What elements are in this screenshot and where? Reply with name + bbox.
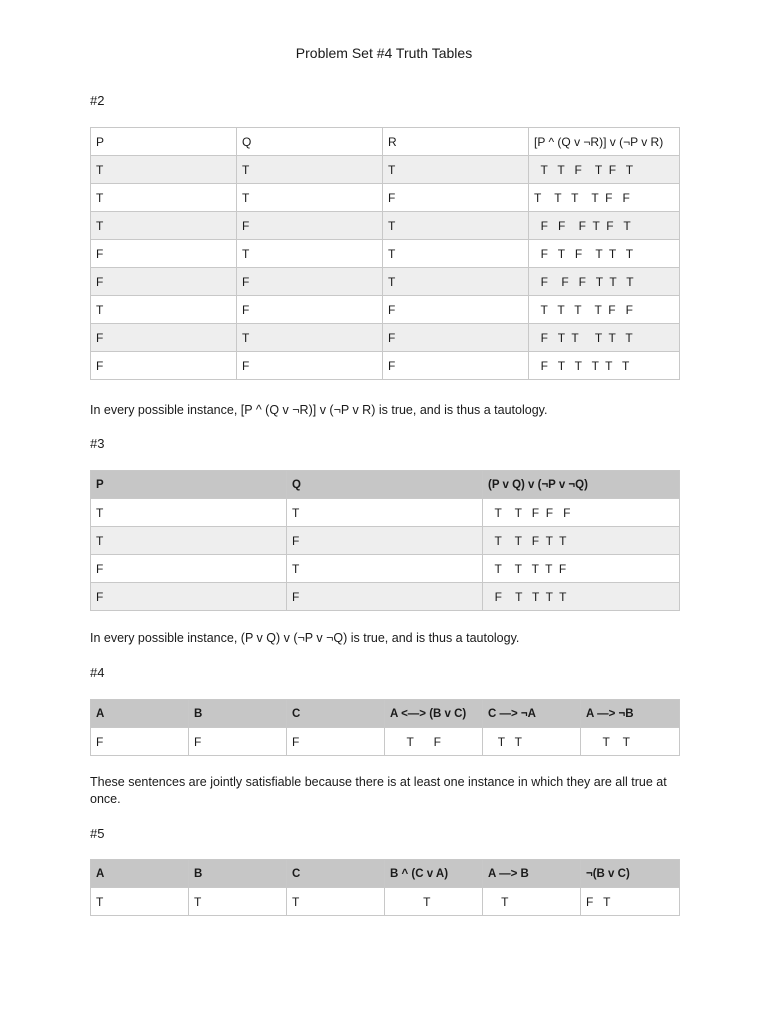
table-row bbox=[91, 324, 680, 352]
column-header: Q bbox=[237, 128, 383, 156]
truth-table-problem-5 bbox=[90, 859, 680, 916]
column-header: P bbox=[91, 471, 287, 499]
table-cell: T bbox=[287, 555, 483, 583]
column-header: C bbox=[287, 860, 385, 888]
table-cell: T bbox=[91, 184, 237, 212]
table-row bbox=[91, 268, 680, 296]
table-row bbox=[91, 499, 680, 527]
column-header: A bbox=[91, 700, 189, 728]
table-cell: T bbox=[237, 184, 383, 212]
column-header: A <—> (B v C) bbox=[385, 700, 483, 728]
table-header-row bbox=[91, 860, 680, 888]
table-row bbox=[91, 583, 680, 611]
table-cell: T bbox=[189, 888, 287, 916]
table-cell: F bbox=[383, 352, 529, 380]
table-cell: F bbox=[189, 728, 287, 756]
table-cell: F bbox=[91, 352, 237, 380]
column-header: A bbox=[91, 860, 189, 888]
table-cell: F T T T T T bbox=[529, 352, 680, 380]
table-row bbox=[91, 296, 680, 324]
table-cell: T bbox=[383, 212, 529, 240]
table-cell: T bbox=[383, 240, 529, 268]
table-cell: T T T T F F bbox=[529, 184, 680, 212]
table-cell: F bbox=[287, 583, 483, 611]
table-cell: T bbox=[91, 156, 237, 184]
table-cell: F bbox=[237, 296, 383, 324]
column-header: Q bbox=[287, 471, 483, 499]
table-row bbox=[91, 240, 680, 268]
table-cell: F T T T T T bbox=[529, 324, 680, 352]
table-cell: T T bbox=[483, 728, 581, 756]
table-cell: T T F T T bbox=[483, 527, 680, 555]
table-cell: F bbox=[237, 352, 383, 380]
column-header: P bbox=[91, 128, 237, 156]
column-header: R bbox=[383, 128, 529, 156]
table-cell: F T T T T bbox=[483, 583, 680, 611]
table-cell: F bbox=[91, 268, 237, 296]
table-cell: F bbox=[237, 212, 383, 240]
column-header: B ^ (C v A) bbox=[385, 860, 483, 888]
table-row bbox=[91, 352, 680, 380]
truth-table-problem-2 bbox=[90, 127, 680, 380]
heading-problem-3: #3 bbox=[90, 436, 105, 451]
table-cell: F F F T T T bbox=[529, 268, 680, 296]
heading-problem-2: #2 bbox=[90, 93, 105, 108]
table-cell: T bbox=[91, 888, 189, 916]
table-cell: T F bbox=[385, 728, 483, 756]
table-header-row bbox=[91, 471, 680, 499]
table-row bbox=[91, 212, 680, 240]
table-cell: T bbox=[91, 527, 287, 555]
heading-problem-4: #4 bbox=[90, 665, 105, 680]
table-cell: F bbox=[383, 324, 529, 352]
table-cell: T bbox=[91, 212, 237, 240]
table-cell: F T bbox=[581, 888, 680, 916]
table-cell: F bbox=[91, 324, 237, 352]
table-cell: T T F T F T bbox=[529, 156, 680, 184]
table-cell: F bbox=[287, 728, 385, 756]
table-header-row bbox=[91, 128, 680, 156]
table-cell: T T bbox=[581, 728, 680, 756]
column-header: ¬(B v C) bbox=[581, 860, 680, 888]
table-cell: F bbox=[383, 184, 529, 212]
table-cell: F bbox=[91, 555, 287, 583]
table-cell: T T F F F bbox=[483, 499, 680, 527]
table-cell: F bbox=[91, 728, 189, 756]
table-row bbox=[91, 728, 680, 756]
table-header-row bbox=[91, 700, 680, 728]
table-cell: T bbox=[383, 156, 529, 184]
table-cell: F F F T F T bbox=[529, 212, 680, 240]
truth-table-problem-3 bbox=[90, 470, 680, 611]
table-cell: T bbox=[385, 888, 483, 916]
table-row bbox=[91, 156, 680, 184]
table-cell: T T T T F F bbox=[529, 296, 680, 324]
truth-table-problem-4 bbox=[90, 699, 680, 756]
table-row bbox=[91, 888, 680, 916]
conclusion-problem-2: In every possible instance, [P ^ (Q v ¬R)] v (¬P v R) is true, and is thus a tautology. bbox=[90, 403, 548, 417]
column-header: A —> ¬B bbox=[581, 700, 680, 728]
table-row bbox=[91, 184, 680, 212]
column-header: B bbox=[189, 860, 287, 888]
column-header: C bbox=[287, 700, 385, 728]
column-header: C —> ¬A bbox=[483, 700, 581, 728]
table-cell: T bbox=[237, 156, 383, 184]
table-cell: F T F T T T bbox=[529, 240, 680, 268]
heading-problem-5: #5 bbox=[90, 826, 105, 841]
table-row bbox=[91, 555, 680, 583]
table-cell: F bbox=[91, 583, 287, 611]
column-header: (P v Q) v (¬P v ¬Q) bbox=[483, 471, 680, 499]
table-cell: T bbox=[287, 888, 385, 916]
table-cell: T bbox=[91, 296, 237, 324]
table-cell: T bbox=[237, 324, 383, 352]
column-header: A —> B bbox=[483, 860, 581, 888]
table-cell: T bbox=[91, 499, 287, 527]
table-cell: F bbox=[383, 296, 529, 324]
table-cell: T bbox=[287, 499, 483, 527]
column-header: B bbox=[189, 700, 287, 728]
table-cell: F bbox=[91, 240, 237, 268]
table-cell: T bbox=[483, 888, 581, 916]
table-row bbox=[91, 527, 680, 555]
table-cell: F bbox=[237, 268, 383, 296]
conclusion-problem-3: In every possible instance, (P v Q) v (¬P v ¬Q) is true, and is thus a tautology. bbox=[90, 631, 520, 645]
page-title: Problem Set #4 Truth Tables bbox=[295, 45, 473, 61]
conclusion-problem-4: These sentences are jointly satisfiable because there is at least one instance in which they are all true at once. bbox=[90, 775, 667, 806]
table-cell: T bbox=[383, 268, 529, 296]
column-header: [P ^ (Q v ¬R)] v (¬P v R) bbox=[529, 128, 680, 156]
table-cell: T T T T F bbox=[483, 555, 680, 583]
table-cell: T bbox=[237, 240, 383, 268]
table-cell: F bbox=[287, 527, 483, 555]
